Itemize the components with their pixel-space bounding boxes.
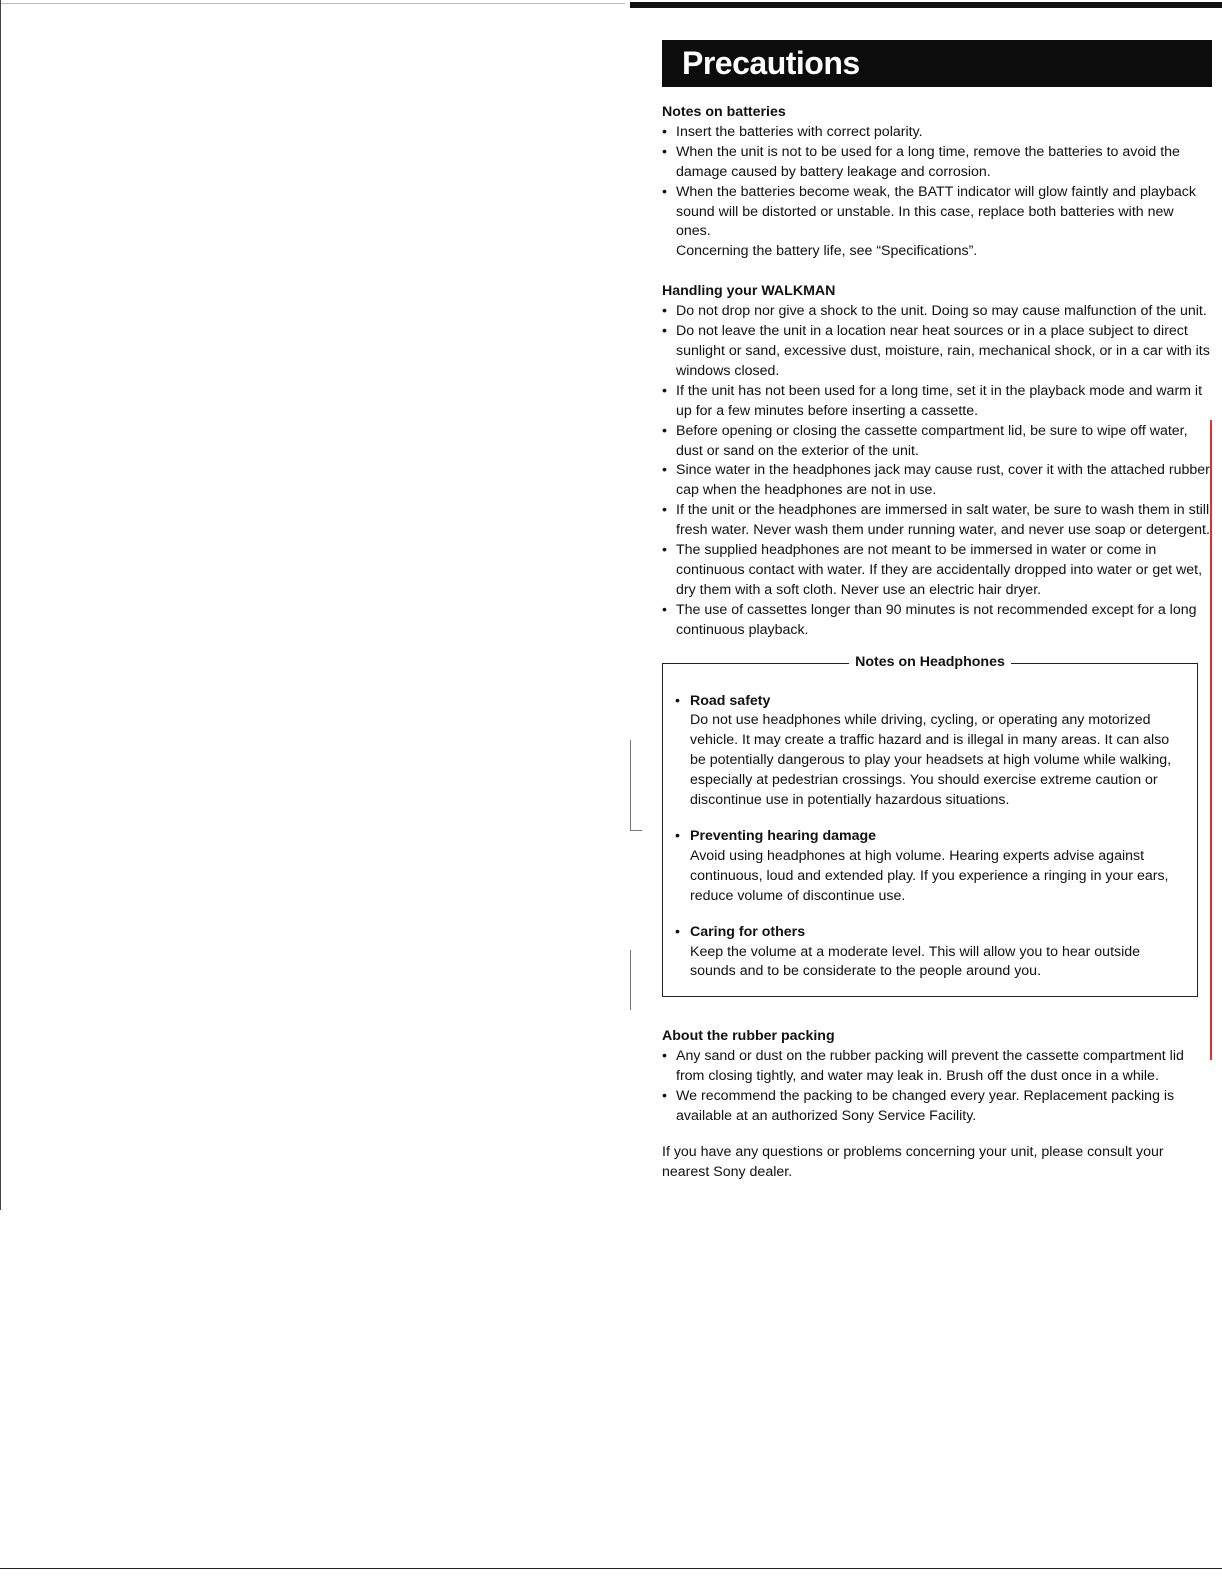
list-item: • If the unit or the headphones are immersed in salt water, be sure to wash them in still fresh water. Never wash them under running water, and never use soap or detergent. [662,501,1210,541]
right-edge-mark [1210,420,1212,1060]
left-edge-line [0,0,1,1210]
list-item: • When the unit is not to be used for a long time, remove the batteries to avoid the damage caused by battery leakage and corrosion. [662,143,1210,183]
section-title: Handling your WALKMAN [662,283,836,300]
item-title: • Caring for others [690,923,806,940]
hearing-damage-item [675,827,1183,907]
list-item: • When the batteries become weak, the BATT indicator will glow faintly and playback sound will be distorted or unstable. In this case, replace both batteries with new ones. [662,183,1210,243]
closing-paragraph: If you have any questions or problems concerning your unit, please consult your nearest Sony dealer. [662,1143,1164,1180]
batteries-list [662,123,1210,242]
box-title: Notes on Headphones [849,654,1011,670]
item-text: Avoid using headphones at high volume. Hearing experts advise against continuous, loud and extended play. If you experience a ringing in your ears, reduce volume of discontinue use. [690,847,1169,904]
top-edge-line [0,3,625,4]
item-title: • Preventing hearing damage [690,828,877,844]
headphones-notes-box [662,653,1198,998]
precautions-column [662,40,1210,1183]
scan-artifact [630,740,631,830]
handling-section [662,282,1210,640]
item-title: • Road safety [690,692,771,709]
list-item: • Do not leave the unit in a location near heat sources or in a place subject to direct sunlight or sand, excessive dust, moisture, rain, mechanical shock, or in a car with its windows closed. [662,322,1210,382]
list-item: • Any sand or dust on the rubber packing will prevent the cassette compartment lid from closing tightly, and water may leak in. Brush off the dust once in a while. [662,1047,1210,1087]
item-text: Keep the volume at a moderate level. This will allow you to hear outside sounds and to be considerate to the people around you. [690,943,1141,980]
list-item: • Insert the batteries with correct polarity. [662,123,1210,143]
road-safety-item [675,692,1183,811]
battery-life-note: Concerning the battery life, see “Specifications”. [676,243,978,260]
scan-artifact [630,950,631,1010]
list-item: • Do not drop nor give a shock to the unit. Doing so may cause malfunction of the unit. [662,302,1210,322]
scan-artifact [630,830,642,831]
list-item: • If the unit has not been used for a long time, set it in the playback mode and warm it up for a few minutes before inserting a cassette. [662,382,1210,422]
list-item: • Before opening or closing the cassette compartment lid, be sure to wipe off water, dust or sand on the exterior of the unit. [662,422,1210,462]
section-title: Notes on batteries [662,104,786,120]
list-item: • Since water in the headphones jack may cause rust, cover it with the attached rubber cap when the headphones are not in use. [662,461,1210,501]
handling-list [662,302,1210,640]
item-text: Do not use headphones while driving, cycling, or operating any motorized vehicle. It may create a traffic hazard and is illegal in many areas. It can also be potentially dangerous to play your headsets at high volume while walking, especially at pedestrian crossings. You should exercise extreme caution or discontinue use in potentially hazardous situations. [690,712,1172,809]
batteries-section [662,103,1210,262]
rubber-packing-section [662,1027,1210,1127]
top-rule [630,2,1222,8]
list-item: • The use of cassettes longer than 90 minutes is not recommended except for a long continuous playback. [662,601,1210,641]
section-title: About the rubber packing [662,1028,835,1045]
caring-for-others-item [675,923,1183,983]
list-item: • We recommend the packing to be changed every year. Replacement packing is available at an authorized Sony Service Facility. [662,1087,1210,1127]
page-title: Precautions [662,40,1212,87]
bottom-rule [0,1568,1222,1569]
rubber-packing-list [662,1047,1210,1127]
list-item: • The supplied headphones are not meant to be immersed in water or come in continuous contact with water. If they are accidentally dropped into water or get wet, dry them with a soft cloth. Never use an electric hair dryer. [662,541,1210,601]
